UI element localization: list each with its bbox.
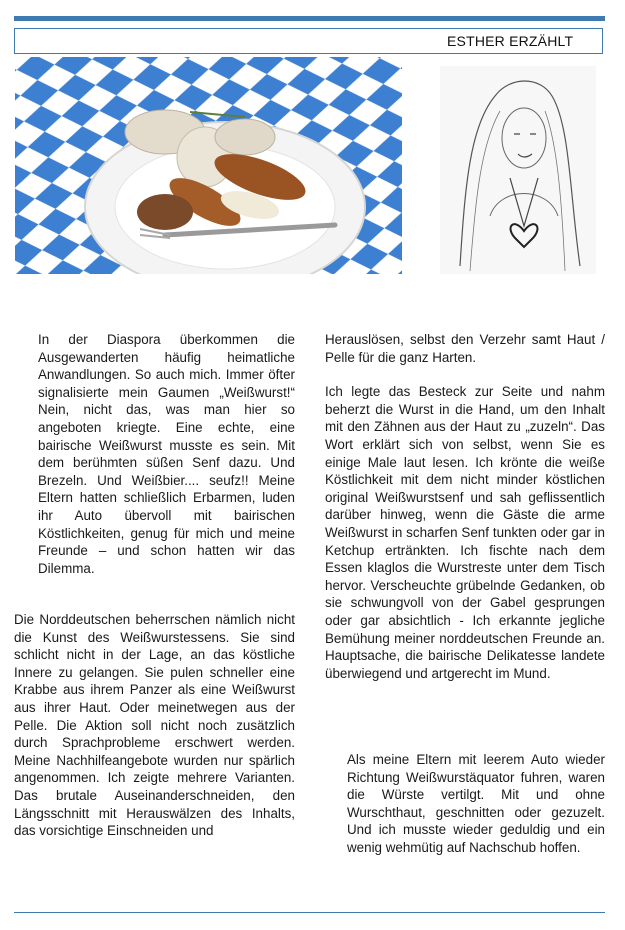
- article-column-left-top: [38, 331, 295, 577]
- bottom-rule: [14, 912, 605, 913]
- article-paragraph: Als meine Eltern mit leerem Auto wieder Richtung Weißwurstäquator fuhren, waren die Würste vertilgt. Mit und ohne Wurschthaut, geschnitten oder gezuzelt. Und ich musste wieder geduldig und ein wenig wehmütig auf Nachschub hoffen.: [347, 752, 605, 855]
- weisswurst-photo: [15, 57, 402, 274]
- portrait-sketch: [440, 66, 596, 274]
- article-paragraph: Ich legte das Besteck zur Seite und nahm beherzt die Wurst in die Hand, um den Inhalt mit den Zähnen aus der Haut zu „zuzeln“. Das Wort erklärt sich von selbst, wenn Sie es einige Male laut lesen. Ich krönte die weiße Köstlichkeit mit dem nicht minder köstlichen original Weißwurstsenf und sah geflissentlich darüber hinweg, wenn die Gäste die arme Weißwurst in scharfen Senf tunkten oder gar in Ketchup ertränkten. Ich fischte nach dem Essen klaglos die Wurstreste unter dem Tisch hervor. Verscheuchte grübelnde Gedanken, ob sie schwungvoll von der Gabel gesprungen oder gar absichtlich - Ich erkannte jegliche Bemühung meiner norddeutschen Freunde an. Hauptsache, die bairische Delikatesse landete überwiegend und artgerecht im Mund.: [325, 384, 605, 681]
- article-paragraph: Die Norddeutschen beherrschen nämlich nicht die Kunst des Weißwurstessens. Sie sind schlicht nicht in der Lage, an das köstliche Innere zu gelangen. Sie pulen schneller eine Krabbe aus ihrem Panzer als eine Weißwurst aus ihrer Haut. Oder meinetwegen aus der Pelle. Die Aktion soll nicht noch zusätzlich durch Sprachprobleme erschwert werden. Meine Nachhilfeangebote wurden nur spärlich angenommen. Ich zeigte mehrere Varianten. Das brutale Auseinanderschneiden, den Längsschnitt mit Herauswälzen des Inhalts, das vorsichtige Einschneiden und: [14, 612, 295, 839]
- article-column-right: [325, 331, 605, 682]
- article-column-left-bottom: [14, 611, 295, 840]
- header-box: [14, 28, 603, 54]
- article-paragraph: Herauslösen, selbst den Verzehr samt Haut / Pelle für die ganz Harten.: [325, 332, 605, 365]
- article-paragraph: In der Diaspora überkommen die Ausgewanderten häufig heimatliche Anwandlungen. So auch mich. Immer öfter signalisierte mein Gaumen „Weißwurst!“ Nein, nicht das, was man hier so angeboten kriegte. Eine echte, eine bairische Weißwurst musste es sein. Mit dem berühmten süßen Senf dazu. Und Brezeln. Und Weißbier.... seufz!! Meine Eltern hatten schließlich Erbarmen, luden ihr Auto übervoll mit bairischen Köstlichkeiten, genug für mich und meine Freunde – und schon hatten wir das Dilemma.: [38, 332, 295, 576]
- article-column-right-final: [347, 751, 605, 857]
- top-rule: [14, 16, 605, 21]
- page-title: ESTHER ERZÄHLT: [447, 33, 574, 49]
